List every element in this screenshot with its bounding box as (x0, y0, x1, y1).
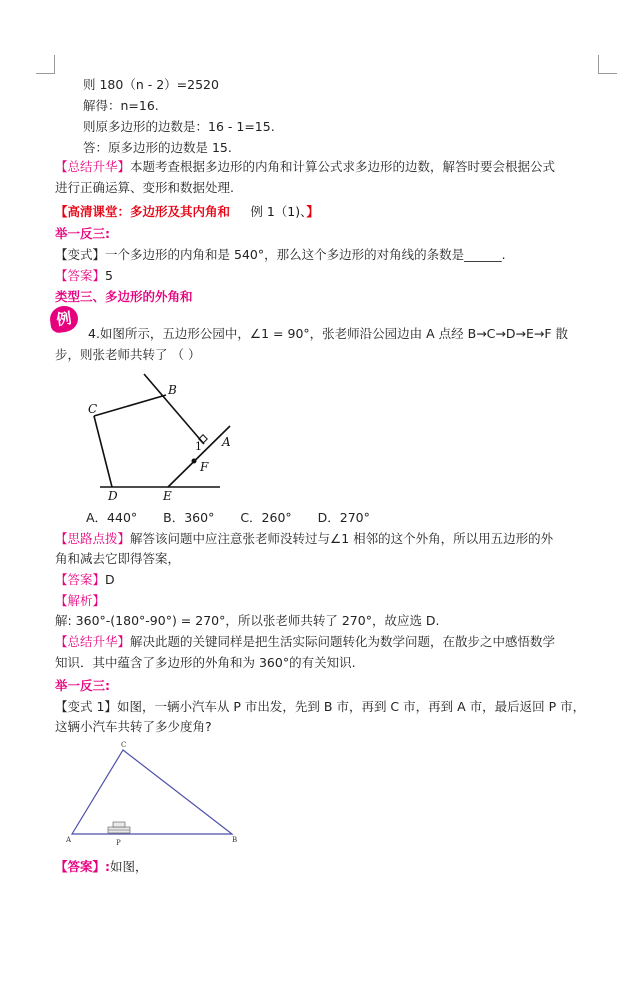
option-c: C．260° (240, 510, 292, 525)
practice-1-variant-tag: 【变式】 (55, 247, 106, 262)
summary-2-line-1 (55, 633, 555, 651)
pentagon-side-cb (94, 395, 166, 416)
practice-2-answer (55, 858, 148, 876)
car-icon (108, 822, 130, 833)
answer-options (86, 509, 392, 527)
practice-1-answer (55, 267, 113, 285)
solution-line-1: 则 180（n - 2）=2520 (83, 77, 219, 92)
corner-mark-left (36, 55, 55, 74)
label-b: B (168, 383, 177, 397)
practice-2-line-1 (55, 698, 585, 716)
classroom-example: 例 1（1)、 (250, 204, 307, 219)
triangle-figure (60, 738, 250, 850)
corner-mark-right (598, 55, 617, 74)
summary-1-text-1: 本题考查根据多边形的内角和计算公式求多边形的边数，解答时要会根据公式 (130, 159, 556, 174)
example-badge (48, 304, 79, 334)
hint-line-1 (55, 530, 553, 548)
summary-1-tag: 【总结升华】 (55, 159, 131, 174)
answer-2-value: D (105, 572, 115, 587)
classroom-tag: 【高清课堂：多边形及其内角和 (55, 204, 231, 219)
tri-label-c: C (121, 741, 127, 749)
practice-1-variant (55, 246, 506, 264)
practice-2-variant-tag: 【变式 1】 (55, 699, 117, 714)
option-b: B．360° (163, 510, 215, 525)
practice-1-variant-text: 一个多边形的内角和是 540°，那么这个多边形的对角线的条数是______. (105, 247, 506, 262)
example-4-text-1: 4.如图所示，五边形公园中，∠1 = 90°，张老师沿公园边由 A 点经 B→C→D→E→F 散 (88, 326, 569, 341)
practice-2-heading: 举一反三: (55, 678, 110, 693)
point-f-dot (192, 459, 197, 464)
pentagon-side-cd (94, 416, 112, 487)
example-badge-label: 例 (55, 309, 73, 329)
practice-2-text-1: 如图，一辆小汽车从 P 市出发，先到 B 市，再到 C 市，再到 A 市，最后返回 P 市， (116, 699, 586, 714)
practice-1-heading: 举一反三: (55, 226, 110, 241)
example-4-text-2: 步，则张老师共转了 （ ） (55, 347, 201, 362)
summary-1-text-2: 进行正确运算、变形和数据处理. (55, 180, 234, 195)
solution-line-2: 解得：n=16. (83, 98, 159, 113)
summary-2-text-2: 知识．其中蕴含了多边形的外角和为 360°的有关知识. (55, 655, 356, 670)
classroom-close: 】 (306, 204, 319, 219)
solution-line-3: 则原多边形的边数是：16 - 1=15. (83, 119, 275, 134)
hint-text-1: 解答该问题中应注意张老师没转过与∠1 相邻的这个外角，所以用五边形的外 (130, 531, 554, 546)
practice-1-answer-value: 5 (105, 268, 113, 283)
type-3-heading: 类型三、多边形的外角和 (55, 289, 193, 304)
summary-1-line-1 (55, 158, 555, 176)
answer-2 (55, 571, 115, 589)
answer-2-tag: 【答案】 (55, 572, 106, 587)
triangle-apc (72, 750, 232, 834)
practice-2-answer-tag: 【答案】: (55, 859, 110, 874)
option-d: D．270° (317, 510, 370, 525)
practice-1-answer-tag: 【答案】 (55, 268, 106, 283)
analysis-tag: 【解析】 (55, 593, 106, 608)
summary-2-tag: 【总结升华】 (55, 634, 131, 649)
tri-label-a: A (66, 836, 72, 844)
analysis-text: 解: 360°-(180°-90°) = 270°，所以张老师共转了 270°，故应选 D. (55, 613, 440, 628)
option-a: A．440° (86, 510, 138, 525)
pentagon-figure (80, 368, 240, 503)
tri-label-b: B (232, 836, 238, 844)
hint-tag: 【思路点拨】 (55, 531, 131, 546)
hint-text-2: 角和减去它即得答案， (55, 551, 181, 566)
label-f: F (200, 460, 209, 474)
solution-line-4: 答：原多边形的边数是 15. (83, 140, 232, 155)
summary-2-text-1: 解决此题的关键同样是把生活实际问题转化为数学问题，在散步之中感悟数学 (130, 634, 556, 649)
practice-2-text-2: 这辆小汽车共转了多少度角? (55, 719, 212, 734)
label-c: C (88, 402, 98, 416)
label-e: E (163, 489, 172, 503)
label-1: 1 (195, 440, 202, 453)
tri-label-p: P (116, 839, 121, 847)
practice-2-answer-text: 如图， (110, 859, 148, 874)
label-d: D (108, 489, 118, 503)
classroom-heading (55, 203, 319, 221)
label-a: A (222, 435, 231, 449)
pentagon-side-ea-extended (168, 426, 230, 487)
